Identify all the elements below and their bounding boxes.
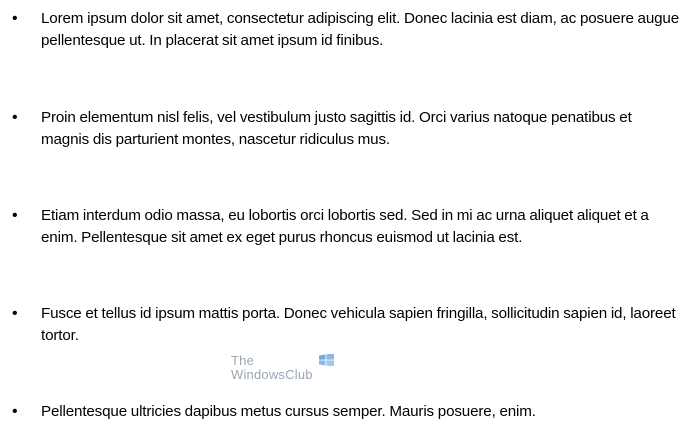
bullet-marker: • [12,305,18,322]
list-item [10,205,680,249]
list-item-text: Etiam interdum odio massa, eu lobortis orci lobortis sed. Sed in mi ac urna aliquet aliquet et a enim. Pellentesque sit amet ex eget purus rhoncus euismod ut lacinia est. [41,207,649,246]
list-item [10,107,680,151]
list-item-text: Fusce et tellus id ipsum mattis porta. Donec vehicula sapien fringilla, sollicitudin sapien id, laoreet tortor. [41,305,676,344]
list-item-text: Lorem ipsum dolor sit amet, consectetur adipiscing elit. Donec lacinia est diam, ac posuere augue pellentesque ut. In placerat sit amet ipsum id finibus. [41,10,680,49]
watermark-line-1: The [231,353,255,368]
list-item [10,8,680,52]
list-item-text: Pellentesque ultricies dapibus metus cursus semper. Mauris posuere, enim. [41,403,536,420]
windows-logo-icon [319,354,334,366]
list-item [10,303,680,347]
bullet-marker: • [12,10,18,27]
bullet-marker: • [12,403,18,420]
list-item [10,401,680,423]
bullet-marker: • [12,207,18,224]
list-item-text: Proin elementum nisl felis, vel vestibulum justo sagittis id. Orci varius natoque penatibus et magnis dis parturient montes, nascetur ridiculus mus. [41,109,632,148]
bullet-marker: • [12,109,18,126]
watermark-line-2: WindowsClub [231,367,313,382]
watermark [231,354,341,384]
